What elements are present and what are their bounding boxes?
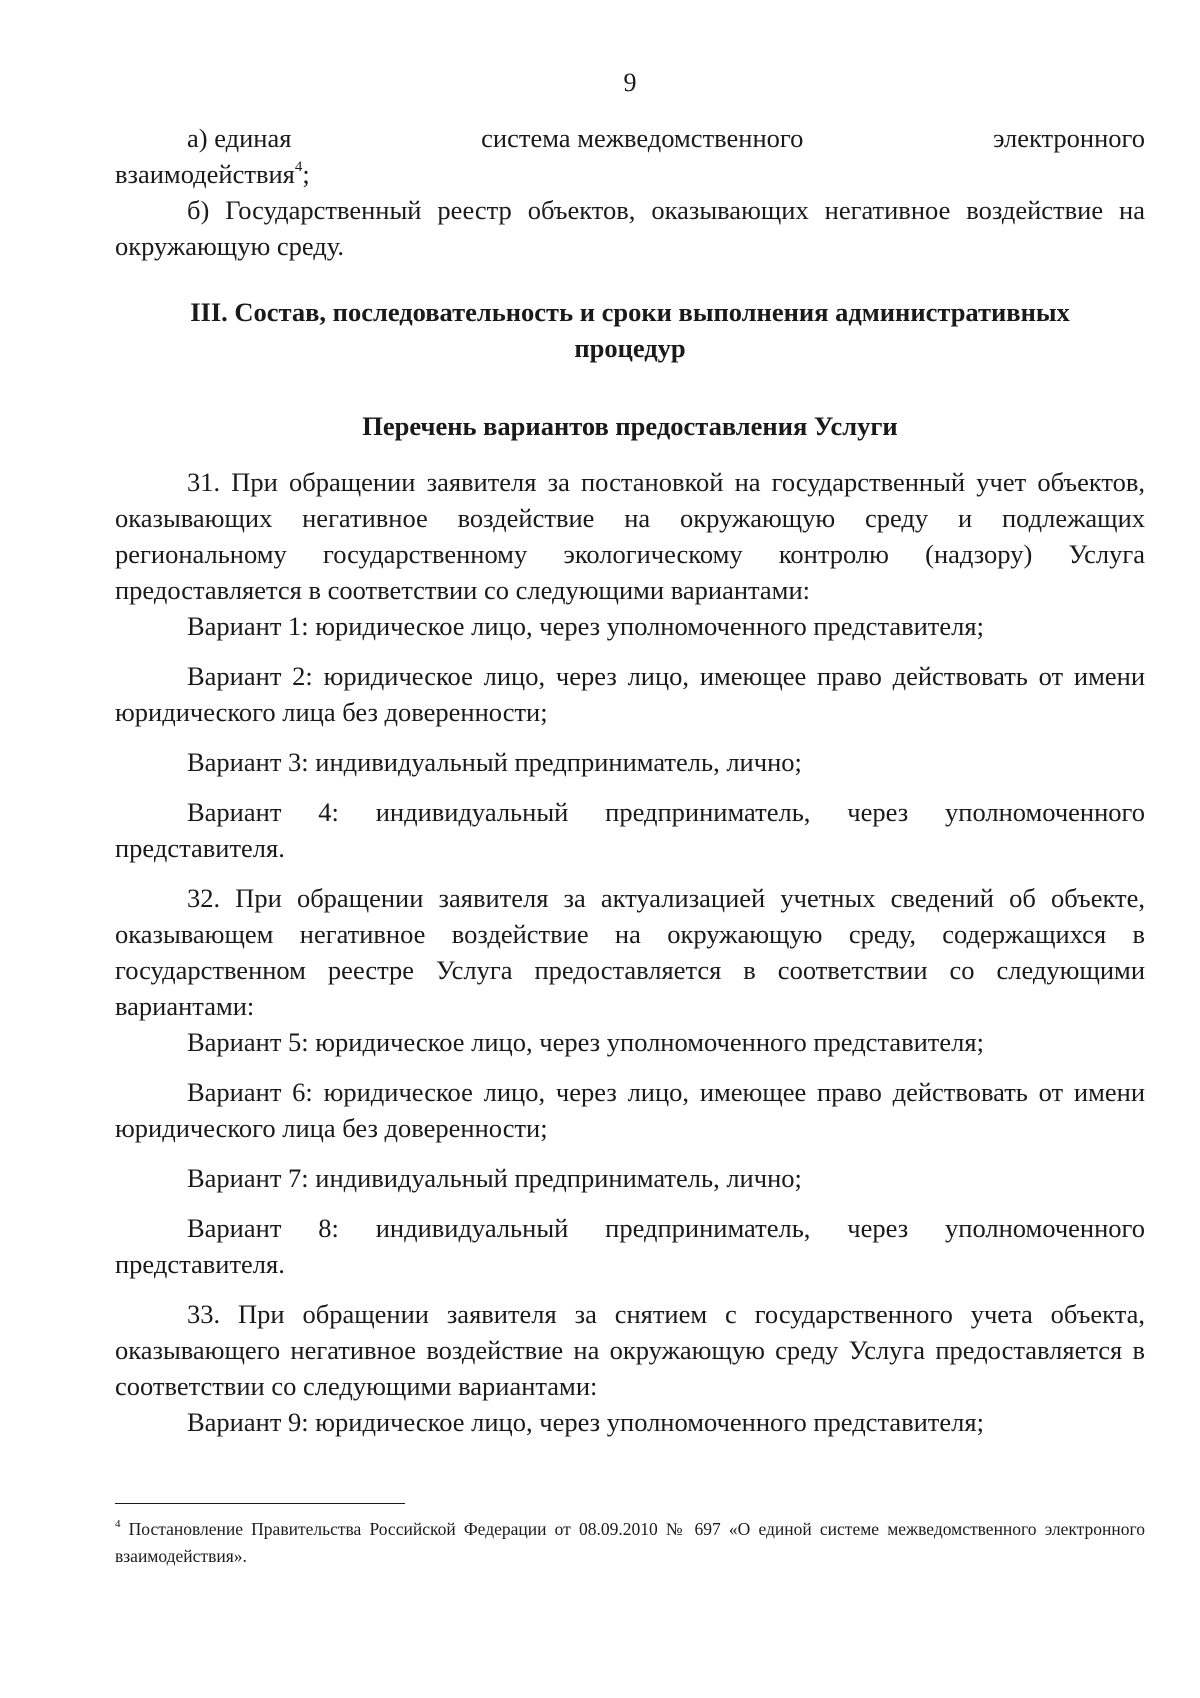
list-item-a-line [115,120,1145,156]
list-item-a-continuation [115,156,1145,192]
variant-3: Вариант 3: индивидуальный предприниматель, лично; [187,747,802,777]
item-a-word-3: электронного [993,123,1145,153]
list-item-b: б) Государственный реестр объектов, оказывающих негативное воздействие на окружающую среду. [115,195,1145,261]
paragraph-31: 31. При обращении заявителя за постановкой на государственный учет объектов, оказывающих негативное воздействие на окружающую среду и подлежащих региональному государственному экологическому контролю (надзору) Услуга предоставляется в соответствии со следующими вариантами: [115,467,1145,605]
page-number: 9 [623,68,637,97]
paragraph-32: 32. При обращении заявителя за актуализацией учетных сведений об объекте, оказывающем негативное воздействие на окружающую среду, содержащихся в государственном реестре Услуга предоставляется в соответствии со следующими вариантами: [115,883,1145,1021]
paragraph-33: 33. При обращении заявителя за снятием с государственного учета объекта, оказывающего негативное воздействие на окружающую среду Услуга предоставляется в соответствии со следующими вариантами: [115,1299,1145,1401]
variant-1: Вариант 1: юридическое лицо, через уполномоченного представителя; [187,611,984,641]
footnote [115,1516,1145,1570]
footnote-divider [115,1503,405,1504]
footnote-reference: 4 [294,159,303,176]
section-title-line-2: процедур [574,333,686,363]
variant-7: Вариант 7: индивидуальный предприниматель, лично; [187,1163,802,1193]
variant-5: Вариант 5: юридическое лицо, через уполномоченного представителя; [187,1027,984,1057]
variant-2: Вариант 2: юридическое лицо, через лицо, имеющее право действовать от имени юридического лица без доверенности; [115,661,1145,727]
variant-9: Вариант 9: юридическое лицо, через уполномоченного представителя; [187,1407,984,1437]
item-a-end: ; [302,159,310,189]
item-a-cont-text: взаимодействия [115,159,295,189]
item-a-word-1: а) единая [187,123,292,153]
variant-6: Вариант 6: юридическое лицо, через лицо, имеющее право действовать от имени юридического лица без доверенности; [115,1077,1145,1143]
variant-8: Вариант 8: индивидуальный предприниматель, через уполномоченного представителя. [115,1213,1145,1279]
footnote-text: Постановление Правительства Российской Федерации от 08.09.2010 № 697 «О единой системе межведомственного электронного взаимодействия». [115,1519,1145,1566]
footnote-mark: 4 [115,1518,121,1531]
item-a-word-2: система межведомственного [481,123,804,153]
section-subtitle: Перечень вариантов предоставления Услуги [362,411,898,441]
document-body [115,120,1145,1440]
section-title-line-1: III. Состав, последовательность и сроки выполнения административных [190,297,1070,327]
variant-4: Вариант 4: индивидуальный предприниматель, через уполномоченного представителя. [115,797,1145,863]
